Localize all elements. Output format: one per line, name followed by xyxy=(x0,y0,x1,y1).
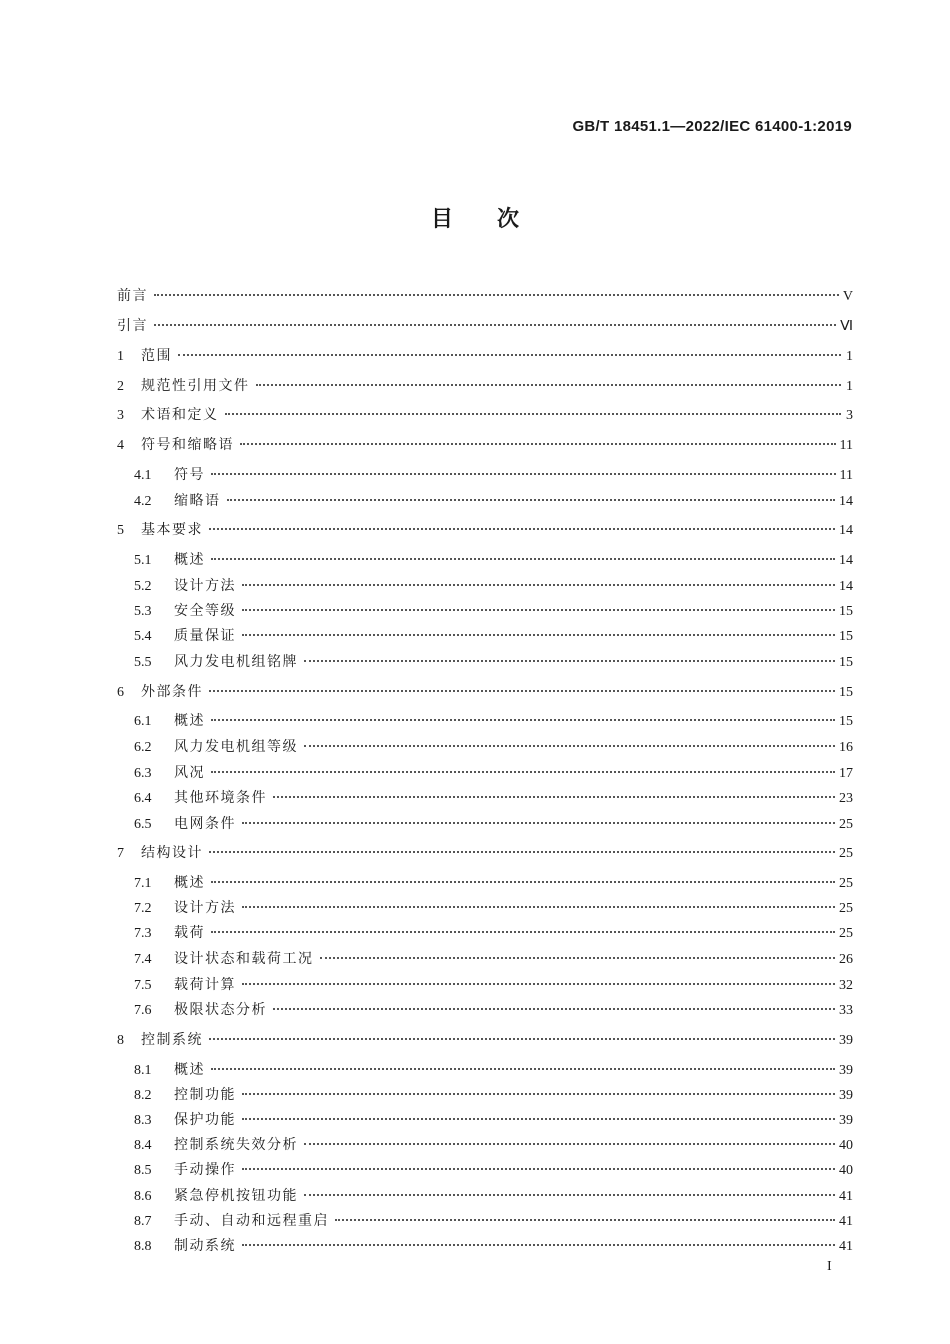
toc-entry-number: 8.2 xyxy=(134,1088,152,1103)
toc-entry xyxy=(134,1059,853,1083)
toc-entry-page: 26 xyxy=(839,952,853,967)
toc-entry-number: 8 xyxy=(117,1033,124,1048)
toc-entry-label: 概述 xyxy=(174,1062,205,1078)
toc-entry-label: 外部条件 xyxy=(141,684,203,700)
toc-leader-dots xyxy=(256,384,842,386)
toc-entry-page: 40 xyxy=(839,1163,853,1178)
toc-entry-number: 6.5 xyxy=(134,817,152,832)
toc-entry-page: 25 xyxy=(839,901,853,916)
toc-leader-dots xyxy=(227,499,836,501)
toc-entry-number: 4.2 xyxy=(134,494,152,509)
toc-entry xyxy=(134,490,853,514)
toc-entry xyxy=(134,600,853,624)
toc-leader-dots xyxy=(242,1168,835,1170)
toc-entry-number: 7.5 xyxy=(134,978,152,993)
toc-entry xyxy=(134,948,853,972)
toc-entry-number: 3 xyxy=(117,408,124,423)
toc-leader-dots xyxy=(209,1038,835,1040)
toc-leader-dots xyxy=(209,851,835,853)
toc-entry-page: 11 xyxy=(839,438,853,453)
toc-entry-label: 安全等级 xyxy=(174,603,236,619)
toc-entry-page: 39 xyxy=(839,1063,853,1078)
toc-entry xyxy=(134,625,853,649)
toc-entry-number: 5.2 xyxy=(134,579,152,594)
toc-entry-page: 17 xyxy=(839,766,853,781)
toc-entry xyxy=(134,549,853,573)
toc-entry xyxy=(117,434,853,458)
toc-entry xyxy=(134,575,853,599)
toc-entry-page: 1 xyxy=(846,379,853,394)
toc-leader-dots xyxy=(320,957,836,959)
toc-entry xyxy=(134,787,853,811)
toc-entry-number: 8.4 xyxy=(134,1138,152,1153)
toc-entry-number: 7.4 xyxy=(134,952,152,967)
toc-entry-page: 1 xyxy=(846,349,853,364)
toc-leader-dots xyxy=(211,719,835,721)
toc-entry-page: 15 xyxy=(839,604,853,619)
toc-entry-label: 概述 xyxy=(174,713,205,729)
toc-leader-dots xyxy=(209,528,835,530)
toc-entry-label: 紧急停机按钮功能 xyxy=(174,1188,298,1204)
toc-entry-number: 8.5 xyxy=(134,1163,152,1178)
toc-entry xyxy=(117,375,853,399)
toc-entry-label: 质量保证 xyxy=(174,628,236,644)
toc-entry-page: 15 xyxy=(839,685,853,700)
toc-leader-dots xyxy=(304,660,835,662)
toc-entry-page: 25 xyxy=(839,926,853,941)
toc-entry-page: 14 xyxy=(839,579,853,594)
toc-leader-dots xyxy=(242,609,835,611)
title-word-1: 目 xyxy=(430,207,453,232)
toc-entry-number: 6.2 xyxy=(134,740,152,755)
toc-leader-dots xyxy=(240,443,836,445)
toc-entry-label: 范围 xyxy=(141,348,172,364)
toc-entry-label: 保护功能 xyxy=(174,1112,236,1128)
toc-entry-page: 41 xyxy=(839,1214,853,1229)
toc-leader-dots xyxy=(304,745,835,747)
toc-entry xyxy=(134,1159,853,1183)
toc-entry-number: 5.4 xyxy=(134,629,152,644)
toc-entry xyxy=(134,999,853,1023)
toc-entry-label: 结构设计 xyxy=(141,845,203,861)
toc-entry-label: 设计方法 xyxy=(174,578,236,594)
toc-entry-page: 15 xyxy=(839,629,853,644)
toc-entry-page: 39 xyxy=(839,1088,853,1103)
toc-entry-number: 7.2 xyxy=(134,901,152,916)
toc-entry-page: 14 xyxy=(839,494,853,509)
toc-leader-dots xyxy=(242,983,835,985)
toc-leader-dots xyxy=(225,413,842,415)
toc-entry-number: 7 xyxy=(117,846,124,861)
toc-entry xyxy=(134,1134,853,1158)
toc-leader-dots xyxy=(211,881,835,883)
toc-leader-dots xyxy=(154,324,836,326)
toc-leader-dots xyxy=(178,354,841,356)
toc-entry-number: 6.3 xyxy=(134,766,152,781)
toc-entry-number: 8.6 xyxy=(134,1189,152,1204)
toc-leader-dots xyxy=(242,1093,835,1095)
toc-entry-label: 极限状态分析 xyxy=(174,1002,267,1018)
toc-leader-dots xyxy=(154,294,839,296)
page-title xyxy=(0,202,950,233)
toc-entry xyxy=(134,762,853,786)
toc-entry-label: 术语和定义 xyxy=(141,407,219,423)
toc-entry xyxy=(117,842,853,866)
toc-entry-number: 2 xyxy=(117,379,124,394)
toc-entry xyxy=(117,1029,853,1053)
toc-entry-number: 5.3 xyxy=(134,604,152,619)
toc-entry-label: 缩略语 xyxy=(174,493,221,509)
toc-entry-page: 40 xyxy=(839,1138,853,1153)
toc-entry-page: 14 xyxy=(839,553,853,568)
toc-entry-page: 14 xyxy=(839,523,853,538)
toc-entry-label: 前言 xyxy=(117,288,148,304)
toc-entry xyxy=(134,1210,853,1234)
toc-leader-dots xyxy=(211,931,835,933)
toc-entry-label: 控制系统失效分析 xyxy=(174,1137,298,1153)
toc-entry-page: V xyxy=(842,289,853,304)
toc-entry-number: 8.7 xyxy=(134,1214,152,1229)
toc-entry-page: 16 xyxy=(839,740,853,755)
toc-leader-dots xyxy=(335,1219,835,1221)
toc-entry-page: 15 xyxy=(839,714,853,729)
toc-entry-page: 39 xyxy=(839,1113,853,1128)
toc-entry-label: 规范性引用文件 xyxy=(141,378,250,394)
toc-entry xyxy=(134,1235,853,1259)
toc-entry-number: 1 xyxy=(117,349,124,364)
toc-entry xyxy=(117,315,853,339)
toc-entry-number: 6 xyxy=(117,685,124,700)
toc-leader-dots xyxy=(273,1008,835,1010)
toc-entry-label: 风力发电机组铭牌 xyxy=(174,654,298,670)
toc-entry xyxy=(117,285,853,309)
title-word-2: 次 xyxy=(497,207,520,232)
toc-leader-dots xyxy=(211,473,836,475)
toc-entry-label: 设计方法 xyxy=(174,900,236,916)
toc-entry-page: 33 xyxy=(839,1003,853,1018)
toc-leader-dots xyxy=(304,1194,835,1196)
toc-entry-number: 7.3 xyxy=(134,926,152,941)
toc-entry-number: 5.1 xyxy=(134,553,152,568)
toc-entry xyxy=(134,1109,853,1133)
toc-entry-number: 4.1 xyxy=(134,468,152,483)
toc-entry-label: 控制系统 xyxy=(141,1032,203,1048)
toc-entry-page: 25 xyxy=(839,817,853,832)
toc-leader-dots xyxy=(242,584,835,586)
toc-entry-page: 25 xyxy=(839,876,853,891)
toc-leader-dots xyxy=(304,1143,835,1145)
toc-entry-page: 39 xyxy=(839,1033,853,1048)
toc-entry-number: 6.4 xyxy=(134,791,152,806)
toc-entry-label: 风况 xyxy=(174,765,205,781)
toc-leader-dots xyxy=(211,1068,835,1070)
toc-entry xyxy=(134,813,853,837)
toc-entry-number: 5 xyxy=(117,523,124,538)
toc-leader-dots xyxy=(273,796,835,798)
toc-entry-label: 风力发电机组等级 xyxy=(174,739,298,755)
toc-entry-page: 32 xyxy=(839,978,853,993)
toc-entry xyxy=(134,872,853,896)
toc-entry-number: 8.8 xyxy=(134,1239,152,1254)
toc-entry-label: 设计状态和载荷工况 xyxy=(174,951,314,967)
toc-entry-number: 7.1 xyxy=(134,876,152,891)
toc-entry xyxy=(117,404,853,428)
toc-entry-label: 控制功能 xyxy=(174,1087,236,1103)
toc-entry-label: 概述 xyxy=(174,875,205,891)
toc-entry-page: 23 xyxy=(839,791,853,806)
toc-entry xyxy=(134,1185,853,1209)
toc-entry-label: 手动、自动和远程重启 xyxy=(174,1213,329,1229)
toc-entry-label: 其他环境条件 xyxy=(174,790,267,806)
toc-entry-number: 4 xyxy=(117,438,124,453)
toc-leader-dots xyxy=(211,771,835,773)
toc-entry-page: 11 xyxy=(839,468,853,483)
toc-entry-label: 手动操作 xyxy=(174,1162,236,1178)
toc-entry-number: 6.1 xyxy=(134,714,152,729)
toc-entry-label: 符号和缩略语 xyxy=(141,437,234,453)
toc-entry-label: 制动系统 xyxy=(174,1238,236,1254)
toc-entry xyxy=(134,1084,853,1108)
toc-entry-label: 概述 xyxy=(174,552,205,568)
toc-entry-label: 引言 xyxy=(117,318,148,334)
toc-entry xyxy=(134,897,853,921)
toc-entry xyxy=(117,345,853,369)
toc-leader-dots xyxy=(211,558,835,560)
toc-entry-label: 载荷 xyxy=(174,925,205,941)
toc-entry-page: 41 xyxy=(839,1239,853,1254)
toc-entry xyxy=(134,974,853,998)
toc-entry xyxy=(134,710,853,734)
toc-leader-dots xyxy=(242,1244,835,1246)
toc-entry-number: 5.5 xyxy=(134,655,152,670)
toc-entry-label: 电网条件 xyxy=(174,816,236,832)
toc-entry-label: 符号 xyxy=(174,467,205,483)
toc-entry xyxy=(134,651,853,675)
toc-entry xyxy=(134,922,853,946)
toc-entry xyxy=(117,681,853,705)
toc-leader-dots xyxy=(209,690,835,692)
toc-entry-number: 8.1 xyxy=(134,1063,152,1078)
toc-leader-dots xyxy=(242,634,835,636)
toc-entry-page: 25 xyxy=(839,846,853,861)
toc-entry-number: 8.3 xyxy=(134,1113,152,1128)
toc-leader-dots xyxy=(242,822,835,824)
standard-code: GB/T 18451.1—2022/IEC 61400-1:2019 xyxy=(572,118,852,135)
toc-entry-label: 基本要求 xyxy=(141,522,203,538)
toc-leader-dots xyxy=(242,1118,835,1120)
footer-page-number: I xyxy=(827,1259,832,1274)
toc-entry-page: Ⅵ xyxy=(840,319,853,334)
toc-entry xyxy=(134,736,853,760)
toc-entry-page: 15 xyxy=(839,655,853,670)
toc-entry xyxy=(117,519,853,543)
toc-entry-number: 7.6 xyxy=(134,1003,152,1018)
toc-entry-page: 3 xyxy=(846,408,853,423)
toc-leader-dots xyxy=(242,906,835,908)
toc-entry xyxy=(134,464,853,488)
toc-entry-label: 载荷计算 xyxy=(174,977,236,993)
toc-entry-page: 41 xyxy=(839,1189,853,1204)
